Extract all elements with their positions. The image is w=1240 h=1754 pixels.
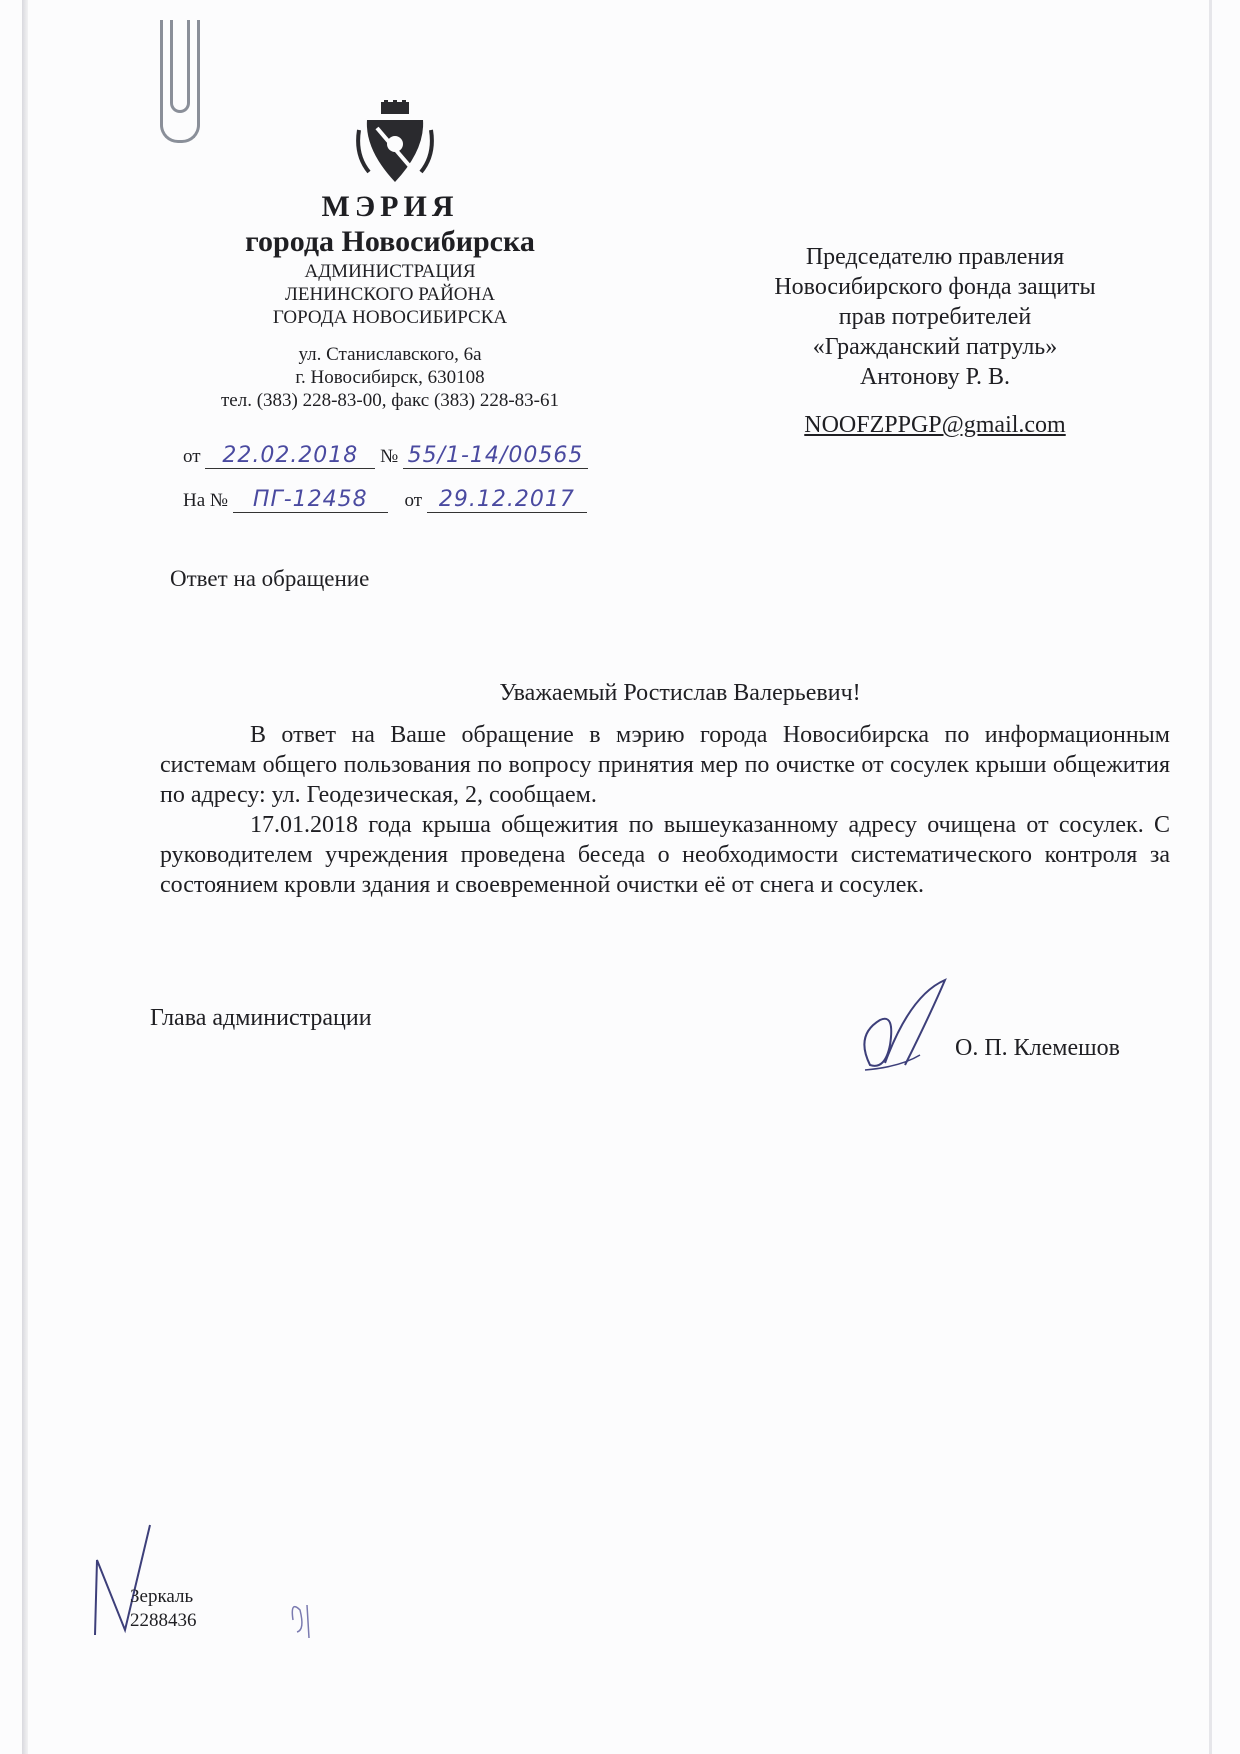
recipient-email[interactable]: NOOFZPPGP@gmail.com bbox=[804, 412, 1066, 438]
admin-line: ЛЕНИНСКОГО РАЙОНА bbox=[285, 284, 495, 305]
city-title: города Новосибирска bbox=[245, 225, 535, 258]
reference-number: ПГ-12458 bbox=[233, 487, 388, 513]
issuer-header bbox=[150, 190, 630, 412]
outgoing-number: 55/1-14/00565 bbox=[403, 443, 588, 469]
from-label: от bbox=[183, 446, 201, 467]
address-line: тел. (383) 228-83-00, факс (383) 228-83-61 bbox=[220, 390, 560, 411]
recipient-block bbox=[745, 242, 1125, 440]
reference-registration bbox=[183, 487, 587, 513]
salutation: Уважаемый Ростислав Валерьевич! bbox=[499, 680, 861, 706]
body-paragraph: В ответ на Ваше обращение в мэрию города Новосибирска по информационным системам общего пользования по вопросу принятия мер по очистке от сосулек крыши общежития по адресу: ул. Геодезическая, 2, сообщаем. bbox=[160, 722, 1170, 808]
recipient-line: «Гражданский патруль» bbox=[812, 334, 1058, 360]
letter-body bbox=[160, 720, 1170, 900]
recipient-line: прав потребителей bbox=[838, 304, 1032, 330]
number-label: № bbox=[380, 446, 399, 467]
outgoing-date: 22.02.2018 bbox=[205, 443, 375, 469]
address-block bbox=[150, 343, 630, 412]
address-line: ул. Станиславского, 6а bbox=[298, 344, 482, 365]
body-paragraph: 17.01.2018 года крыша общежития по вышеуказанному адресу очищена от сосулек. С руководителем учреждения проведена беседа о необходимости систематического контроля за состоянием кровли здания и своевременной очистки её от снега и сосулек. bbox=[160, 812, 1170, 898]
subject-line: Ответ на обращение bbox=[170, 566, 370, 591]
executor-phone: 2288436 bbox=[130, 1610, 197, 1631]
outgoing-registration bbox=[183, 443, 588, 469]
executor-name: Зеркаль bbox=[130, 1586, 194, 1607]
ref-from-label: от bbox=[404, 490, 423, 511]
recipient-line: Новосибирского фонда защиты bbox=[774, 274, 1096, 300]
handwritten-signature bbox=[850, 975, 960, 1075]
initial-mark-icon bbox=[285, 1590, 325, 1640]
coat-of-arms-icon bbox=[355, 100, 435, 190]
executor-block bbox=[130, 1585, 197, 1633]
address-line: г. Новосибирск, 630108 bbox=[295, 367, 485, 388]
page-edge-right bbox=[1209, 0, 1212, 1754]
recipient-line: Антонову Р. В. bbox=[859, 364, 1011, 390]
signer-name: О. П. Клемешов bbox=[955, 1035, 1120, 1061]
paperclip-icon bbox=[160, 20, 200, 143]
admin-line: АДМИНИСТРАЦИЯ bbox=[304, 261, 476, 282]
page-edge-left bbox=[22, 0, 28, 1754]
ref-label: На № bbox=[183, 490, 229, 511]
mayoralty-title: МЭРИЯ bbox=[321, 190, 459, 223]
admin-line: ГОРОДА НОВОСИБИРСКА bbox=[272, 307, 508, 328]
reference-date: 29.12.2017 bbox=[427, 487, 587, 513]
signer-title: Глава администрации bbox=[150, 1005, 372, 1031]
recipient-line: Председателю правления bbox=[805, 244, 1065, 270]
